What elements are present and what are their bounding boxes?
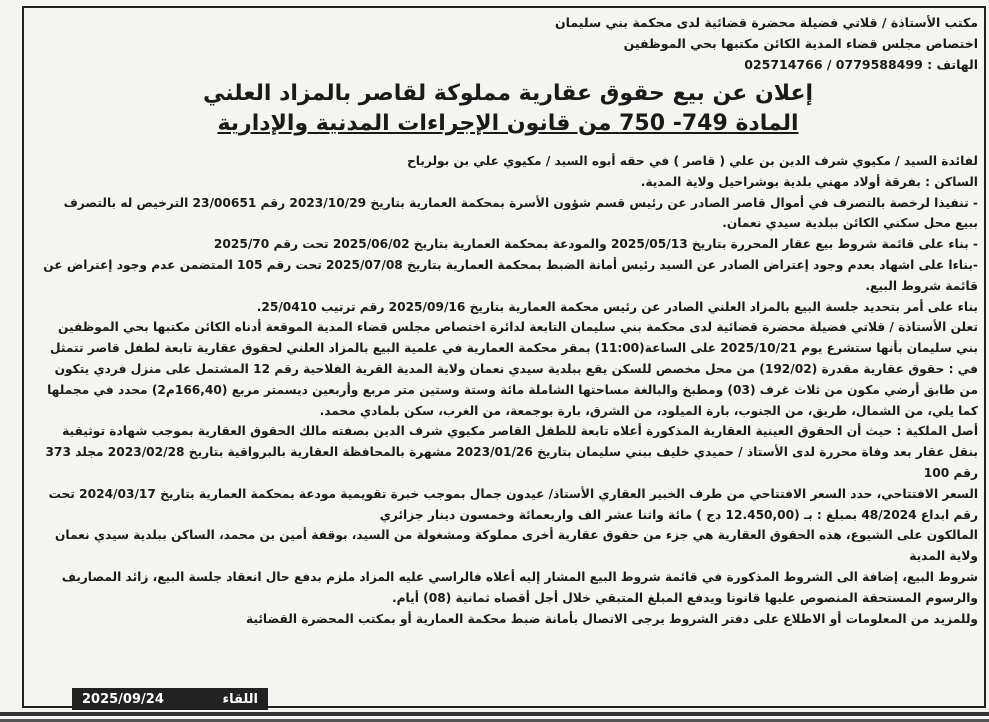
notice-content — [38, 12, 978, 629]
office-name: مكتب الأستاذة / قلاتي فضيلة محضرة قضائية لدى محكمة بني سليمان — [554, 15, 978, 30]
title-line-2: المادة 749- 750 من قانون الإجراءات المدنية والإدارية — [217, 111, 799, 136]
office-jurisdiction: اختصاص مجلس قضاء المدية الكائن مكتبها بحي الموظفين — [623, 36, 978, 51]
body-paragraph: - تنفيذا لرخصة بالتصرف في أموال قاصر الصادر عن رئيس قسم شؤون الأسرة بمحكمة العمارية بتاريخ 2023/10/29 رقم 23/00651 الترخيص له بالتصرف ببيع محل سكني الكائن ببلدية سيدي نعمان. — [63, 195, 978, 231]
body-paragraph: أصل الملكية : حيث أن الحقوق العينية العقارية المذكورة أعلاه تابعة للطفل القاصر مكيوي شرف الدين بصفته مالك الحقوق العقارية بموجب شهادة توثيقية بنقل عقار بعد وفاة محررة لدى الأستاذ / حميدي خليف ببني سليمان بتاريخ 2023/01/26 مشهرة بالمحافظة العقارية بالبرواقية بتاريخ 2023/02/28 مجلد 373 رقم 100 — [45, 424, 978, 480]
body-paragraph: لفائدة السيد / مكيوي شرف الدين بن علي ( قاصر ) في حقه أبوه السيد / مكيوي علي بن بولرباح — [406, 154, 978, 168]
office-phone — [38, 54, 978, 75]
body-paragraph: شروط البيع، إضافة الى الشروط المذكورة في قائمة شروط البيع المشار إليه أعلاه فالراسي عليه المزاد ملزم بدفع حال انعقاد جلسة البيع، زائد المصاريف والرسوم المستحقة المنصوص عليها قانونا ويدفع المبلغ المتبقي خلال أجل أقصاه ثمانية (08) أيام. — [61, 569, 978, 605]
publication-date: 2025/09/24 — [82, 691, 164, 707]
body-paragraph: الساكن : بفرقة أولاد مهني بلدية بوشراحيل ولاية المدية. — [640, 174, 978, 189]
phone-numbers: 025714766 / 0779588499 — [744, 57, 923, 72]
body-paragraph: -بناءا على اشهاد بعدم وجود إعتراض الصادر عن السيد رئيس أمانة الضبط بمحكمة العمارية بتاريخ 2025/07/08 تحت رقم 105 المتضمن عدم وجود إعتراض عن قائمة شروط البيع. — [43, 257, 978, 293]
body-paragraph: تعلن الأستاذة / قلاتي فضيلة محضرة قضائية لدى محكمة بني سليمان التابعة لدائرة اختصاص مجلس قضاء المدية الموقعة أدناه الكائن مكتبها بحي الموظفين بني سليمان بأنها ستشرع يوم 2025/10/21 على الساعة(11:00) بمقر محكمة العمارية في علمية البيع بالمزاد العلني لحقوق عقارية تابعة لطفل قاصر تتمثل في : حقوق عقارية مقدرة (192/02) من محل مخصص للسكن يقع ببلدية سيدي نعمان ولاية المدية القرية الفلاحية رقم 12 المشتمل على منزل فردي يتكون من طابق أرضي مكون من ثلاث غرف (03) ومطبخ والبالغة مساحتها الشاملة مائة وستة وستين متر مربع وأربعين ديسمتر مربع (166,40م2) محدد في مجملها كما يلي، من الشمال، طريق، من الجنوب، بارة الميلود، من الشرق، بارة بوجمعة، من الغرب، سكن بلمادي محمد. — [47, 320, 978, 418]
phone-label: الهاتف : — [927, 57, 978, 72]
newspaper-name: اللقاء — [222, 691, 258, 707]
divider — [0, 712, 989, 716]
body-paragraph: وللمزيد من المعلومات أو الاطلاع على دفتر الشروط يرجى الاتصال بأمانة ضبط محكمة العمارية أو بمكتب المحضرة القضائية — [245, 611, 978, 626]
notice-body — [38, 151, 978, 629]
notice-title — [38, 79, 978, 139]
title-line-1: إعلان عن بيع حقوق عقارية مملوكة لقاصر بالمزاد العلني — [202, 81, 814, 106]
body-paragraph: - بناء على قائمة شروط بيع عقار المحررة بتاريخ 2025/05/13 والمودعة بمحكمة العمارية بتاريخ 2025/06/02 تحت رقم 2025/70 — [213, 237, 978, 252]
newspaper-footer — [72, 688, 268, 710]
body-paragraph: المالكون على الشيوع، هذه الحقوق العقارية هي جزء من حقوق عقارية أخرى مملوكة ومشغولة من السيد، بوقفة أمين بن محمد، الساكن ببلدية سيدي نعمان ولاية المدية — [55, 528, 978, 564]
body-paragraph: بناء على أمر بتحديد جلسة البيع بالمزاد العلني الصادر عن رئيس محكمة العمارية بتاريخ 2025/09/16 رقم ترتيب 25/0410. — [256, 299, 978, 314]
body-paragraph: السعر الافتتاحي، حدد السعر الافتتاحي من طرف الخبير العقاري الأستاذ/ عيدون جمال بموجب خبرة تقويمية مودعة بمحكمة العمارية بتاريخ 2024/03/17 تحت رقم ابداع 48/2024 بمبلغ : بـ (12.450,00 دج ) مائة واثنا عشر الف واربعمائة وخمسون دينار جزائري — [48, 486, 978, 522]
